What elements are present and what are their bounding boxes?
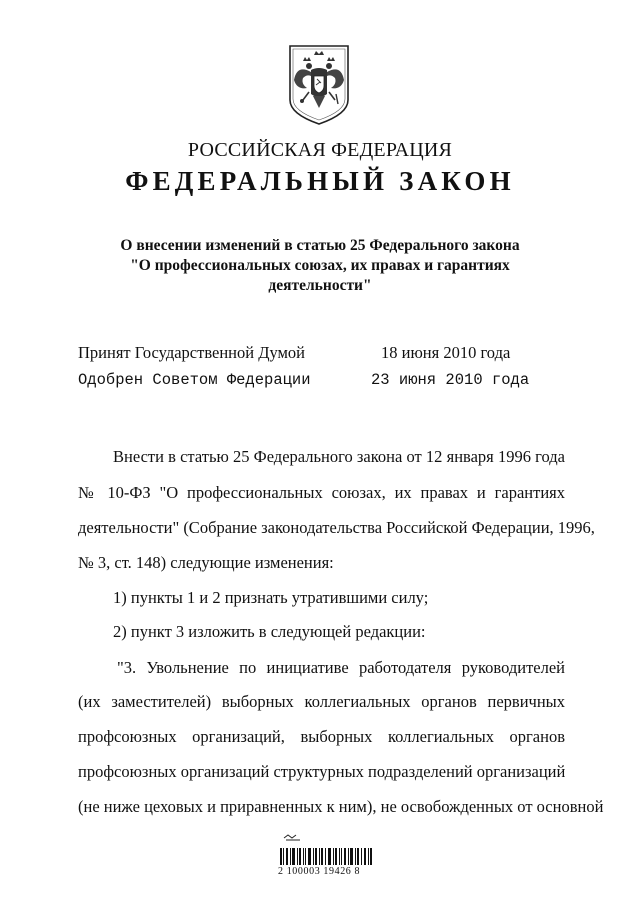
amendment-item: 2) пункт 3 изложить в следующей редакции: (113, 622, 426, 641)
country-name: РОССИЙСКАЯ ФЕДЕРАЦИЯ (187, 139, 453, 161)
law-title-line: О внесении изменений в статью 25 Федерального закона (120, 237, 520, 254)
law-title (90, 236, 550, 296)
duma-adoption-date: 18 июня 2010 года (381, 343, 511, 362)
body-paragraph-line: № 10-ФЗ "О профессиональных союзах, их правах и гарантиях (78, 483, 565, 502)
quoted-text-line: "3. Увольнение по инициативе работодателя руководителей (117, 658, 565, 677)
law-title-line: "О профессиональных союзах, их правах и гарантиях (130, 257, 510, 274)
law-title-line: деятельности" (268, 277, 372, 294)
barcode (270, 832, 390, 892)
barcode-number: 2 100003 19426 8 (278, 866, 361, 877)
duma-adoption-label: Принят Государственной Думой (78, 343, 306, 362)
quoted-text-line: (их заместителей) выборных коллегиальных органов первичных (78, 692, 565, 711)
coat-of-arms-emblem (287, 44, 351, 126)
body-paragraph-line: № 3, ст. 148) следующие изменения: (78, 553, 334, 572)
council-approval-date: 23 июня 2010 года (371, 371, 530, 389)
council-approval-label: Одобрен Советом Федерации (78, 371, 311, 389)
quoted-text-line: профсоюзных организаций, выборных коллегиальных органов (78, 727, 565, 746)
quoted-text-line: профсоюзных организаций структурных подразделений организаций (78, 762, 566, 781)
amendment-item: 1) пункты 1 и 2 признать утратившими силу; (113, 588, 429, 607)
body-paragraph-line: Внести в статью 25 Федерального закона от 12 января 1996 года (113, 447, 565, 466)
body-paragraph-line: деятельности" (Собрание законодательства Российской Федерации, 1996, (78, 518, 595, 537)
document-type-heading: ФЕДЕРАЛЬНЫЙ ЗАКОН (125, 166, 515, 196)
quoted-text-line: (не ниже цеховых и приравненных к ним), не освобожденных от основной (78, 797, 604, 816)
